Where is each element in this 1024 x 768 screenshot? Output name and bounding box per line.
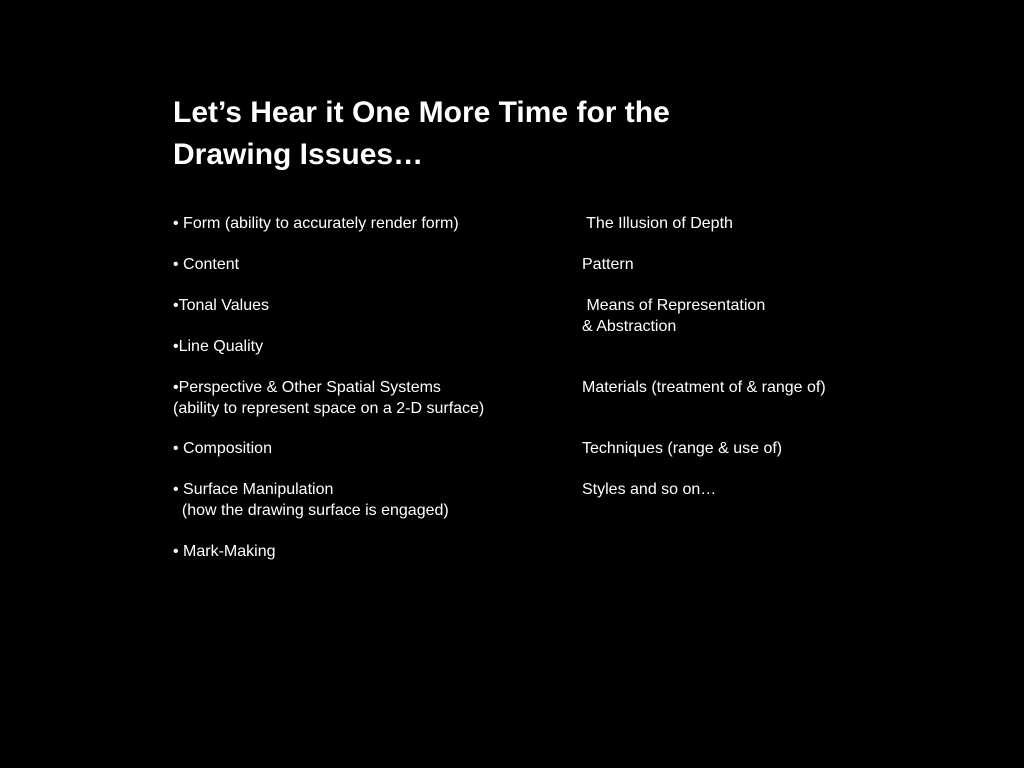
item-pattern: Pattern <box>582 256 634 273</box>
item-content: • Content <box>173 256 240 273</box>
item-tonal-values: •Tonal Values <box>173 297 270 314</box>
item-surface-manipulation-note: (how the drawing surface is engaged) <box>173 502 449 519</box>
item-form: • Form (ability to accurately render form) <box>173 215 459 232</box>
item-perspective: •Perspective & Other Spatial Systems <box>173 379 441 396</box>
item-illusion-of-depth: The Illusion of Depth <box>582 215 733 232</box>
item-techniques: Techniques (range & use of) <box>582 440 783 457</box>
item-perspective-note: (ability to represent space on a 2-D surface) <box>173 400 485 417</box>
item-composition: • Composition <box>173 440 272 457</box>
title-line-2: Drawing Issues… <box>173 138 424 171</box>
item-line-quality: •Line Quality <box>173 338 264 355</box>
item-abstraction: & Abstraction <box>582 318 677 335</box>
item-means-of-representation: Means of Representation <box>582 297 766 314</box>
item-materials: Materials (treatment of & range of) <box>582 379 826 396</box>
title-line-1: Let’s Hear it One More Time for the <box>173 96 670 129</box>
item-styles: Styles and so on… <box>582 481 717 498</box>
slide-title <box>173 92 873 176</box>
item-surface-manipulation: • Surface Manipulation <box>173 481 334 498</box>
item-mark-making: • Mark-Making <box>173 543 276 560</box>
